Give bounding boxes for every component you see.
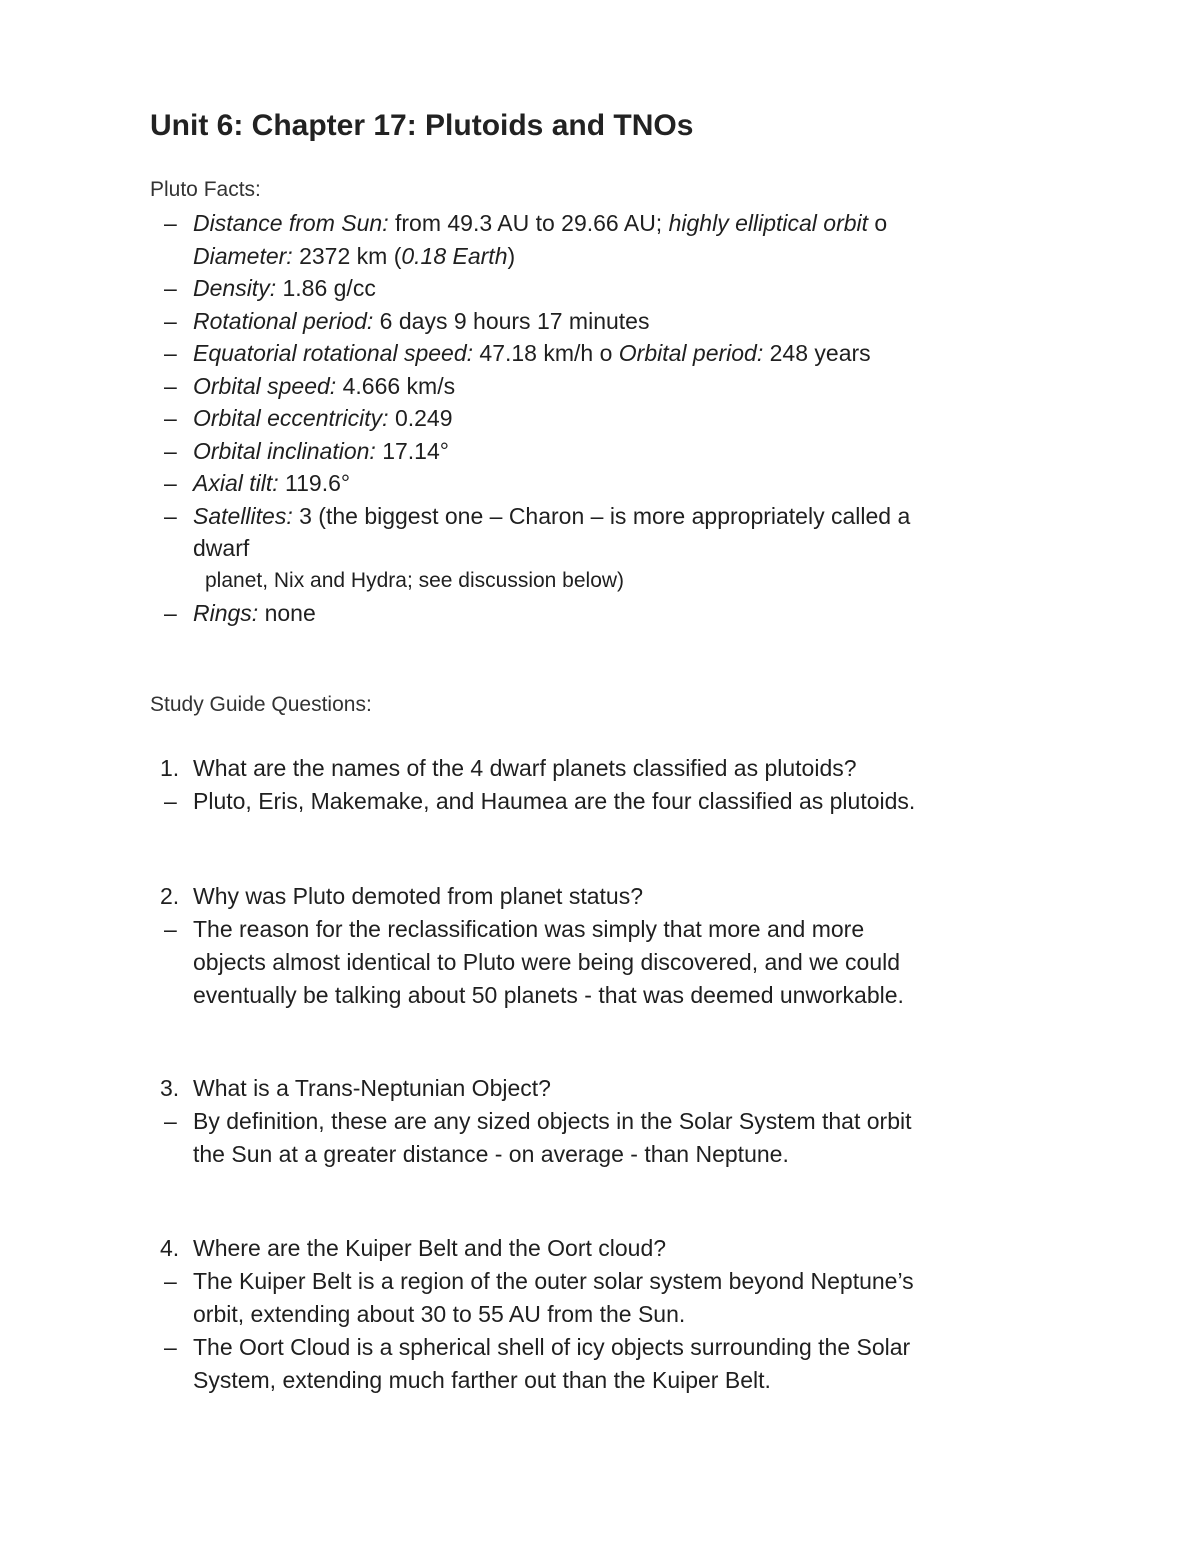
pluto-facts-list [150,207,910,630]
fact-orbital-inclination: – Orbital inclination: 17.14° [164,437,449,464]
fact-satellites: – Satellites: 3 (the biggest one – Charon – is more appropriately called a dwarf planet, Nix and Hydra; see discussion below) [164,502,911,592]
fact-rotational-period: – Rotational period: 6 days 9 hours 17 minutes [164,307,650,334]
fact-equatorial-speed: – Equatorial rotational speed: 47.18 km/h o Orbital period: 248 years [164,340,871,366]
question-text: Where are the Kuiper Belt and the Oort cloud? [193,1235,667,1261]
question-3: 3. What is a Trans-Neptunian Object? – By definition, these are any sized objects in the Solar System that orbit the Sun at a greater distance - on average - than Neptune. [150,1072,912,1171]
fact-rings: – Rings: none [164,600,316,626]
question-4: 4. Where are the Kuiper Belt and the Oort cloud? – The Kuiper Belt is a region of the outer solar system beyond Neptune’s orbit, extending about 30 to 55 AU from the Sun. – The Oort Cloud is a spherical shell of icy objects surrounding the Solar System, extending much farther out than the Kuiper Belt. [150,1232,914,1397]
fact-orbital-speed: – Orbital speed: 4.666 km/s [164,372,456,399]
answer: – The Oort Cloud is a spherical shell of icy objects surrounding the Solar System, extending much farther out than the Kuiper Belt. [164,1334,911,1393]
question-text: Why was Pluto demoted from planet status? [193,883,643,909]
answer: – Pluto, Eris, Makemake, and Haumea are the four classified as plutoids. [164,788,916,814]
question-2: 2. Why was Pluto demoted from planet status? – The reason for the reclassification was simply that more and more objects almost identical to Pluto were being discovered, and we could eventually be talking about 50 planets - that was deemed unworkable. [150,880,904,1012]
page-title: Unit 6: Chapter 17: Plutoids and TNOs [150,109,694,142]
answer: – By definition, these are any sized objects in the Solar System that orbit the Sun at a greater distance - on average - than Neptune. [164,1108,912,1167]
fact-diameter: Diameter: 2372 km (0.18 Earth) [193,242,516,269]
pluto-facts-heading: Pluto Facts: [150,178,261,201]
fact-orbital-eccentricity: – Orbital eccentricity: 0.249 [164,405,453,431]
study-guide-heading: Study Guide Questions: [150,693,372,716]
answer: – The reason for the reclassification was simply that more and more objects almost identical to Pluto were being discovered, and we could eventually be talking about 50 planets - that was deemed unworkable. [164,916,904,1008]
fact-distance: – Distance from Sun: from 49.3 AU to 29.66 AU; highly elliptical orbit o [164,210,888,236]
fact-density: – Density: 1.86 g/cc [164,275,376,301]
fact-axial-tilt: – Axial tilt: 119.6° [164,470,351,496]
question-text: What are the names of the 4 dwarf planets classified as plutoids? [193,755,857,781]
answer: – The Kuiper Belt is a region of the outer solar system beyond Neptune’s orbit, extending about 30 to 55 AU from the Sun. [164,1268,914,1327]
question-text: What is a Trans-Neptunian Object? [193,1075,551,1101]
question-1: 1. What are the names of the 4 dwarf planets classified as plutoids? – Pluto, Eris, Makemake, and Haumea are the four classified as plutoids. [150,752,915,818]
